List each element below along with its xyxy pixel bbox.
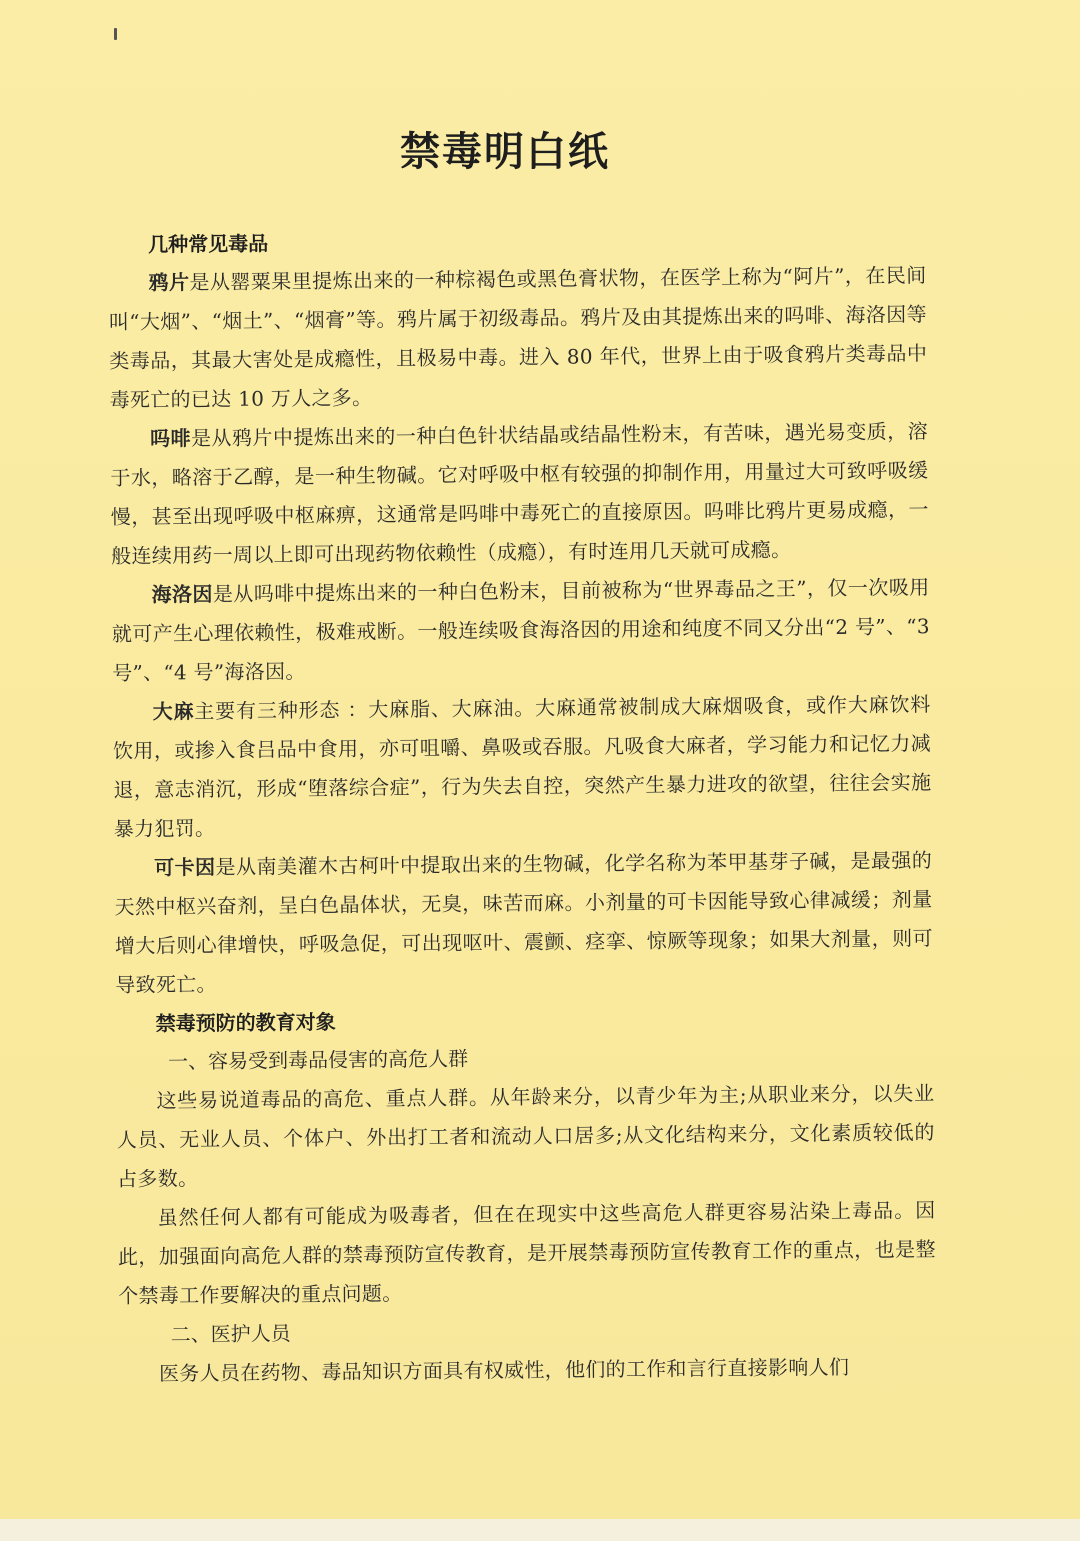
text-cocaine: 是从南美灌木古柯叶中提取出来的生物碱，化学名称为苯甲基芽子碱，是最强的天然中枢兴奋剂，呈白色晶体状，无臭，味苦而麻。小剂量的可卡因能导致心律减缓；剂量增大后则心律增快，呼吸急促，可出现呕叶、震颤、痉挛、惊厥等现象；如果大剂量，则可导致死亡。 (114, 848, 933, 997)
section-heading-education-targets: 禁毒预防的教育对象 (155, 1009, 336, 1036)
text-heroin: 是从吗啡中提炼出来的一种白色粉末，目前被称为“世界毒品之王”，仅一次吸用就可产生心理依赖性，极难戒断。一般连续吸食海洛因的用途和纯度不同又分出“2 号”、“3 号”、“4 号”海洛因。 (111, 575, 930, 685)
paragraph-high-risk-2: 虽然任何人都有可能成为吸毒者，但在在现实中这些高危人群更容易沾染上毒品。因此，加强面向高危人群的禁毒预防宣传教育，是开展禁毒预防宣传教育工作的重点，也是整个禁毒工作要解决的重点问题。 (117, 1198, 936, 1308)
term-heroin: 海洛因 (151, 582, 214, 607)
document-body (108, 218, 937, 1394)
scan-mark (114, 28, 117, 40)
scan-bottom-edge (0, 1519, 1080, 1541)
text-opium: 是从罂粟果里提炼出来的一种棕褐色或黑色膏状物，在医学上称为“阿片”，在民间叫“大烟”、“烟土”、“烟膏”等。鸦片属于初级毒品。鸦片及由其提炼出来的吗啡、海洛因等类毒品，其最大害处是成瘾性，且极易中毒。进入 80 年代，世界上由于吸食鸦片类毒品中毒死亡的已达 10 万人之多。 (108, 263, 928, 412)
term-cocaine: 可卡因 (154, 854, 216, 880)
subheading-medical-staff: 二、医护人员 (170, 1321, 291, 1347)
text-cannabis: 主要有三种形态 ：大麻脂、大麻油。大麻通常被制成大麻烟吸食，或作大麻饮料饮用，或掺入食吕品中食用，亦可咀嚼、鼻吸或吞服。凡吸食大麻者，学习能力和记忆力减退，意志消沉，形成“堕落综合症”，行为失去自控，突然产生暴力进攻的欲望，往往会实施暴力犯罚。 (112, 692, 932, 841)
document-title: 禁毒明白纸 (400, 129, 610, 175)
paragraph-cocaine (114, 841, 933, 1005)
text-morphine: 是从鸦片中提炼出来的一种白色针状结晶或结晶性粉末，有苦味，遇光易变质，溶于水，略溶于乙醇，是一种生物碱。它对呼吸中枢有较强的抑制作用，用量过大可致呼吸缓慢，甚至出现呼吸中枢麻痹，这通常是吗啡中毒死亡的直接原因。吗啡比鸦片更易成瘾，一般连续用药一周以上即可出现药物依赖性（成瘾），有时连用几天就可成瘾。 (110, 419, 929, 568)
paragraph-high-risk-1: 这些易说道毒品的高危、重点人群。从年龄来分，以青少年为主;从职业来分，以失业人员、无业人员、个体户、外出打工者和流动人口居多;从文化结构来分，文化素质较低的占多数。 (116, 1081, 935, 1191)
paragraph-cannabis (112, 685, 931, 849)
paragraph-heroin (111, 568, 930, 693)
term-cannabis: 大麻 (152, 699, 195, 724)
paragraph-medical-staff: 医务人员在药物、毒品知识方面具有权威性，他们的工作和言行直接影响人们 (158, 1354, 850, 1386)
term-opium: 鸦片 (148, 270, 190, 295)
subheading-high-risk-groups: 一、容易受到毒品侵害的高危人群 (167, 1046, 469, 1074)
paragraph-morphine (110, 412, 929, 576)
section-heading-common-drugs: 几种常见毒品 (148, 231, 269, 257)
term-morphine: 吗啡 (149, 426, 192, 451)
paragraph-opium (108, 256, 927, 420)
